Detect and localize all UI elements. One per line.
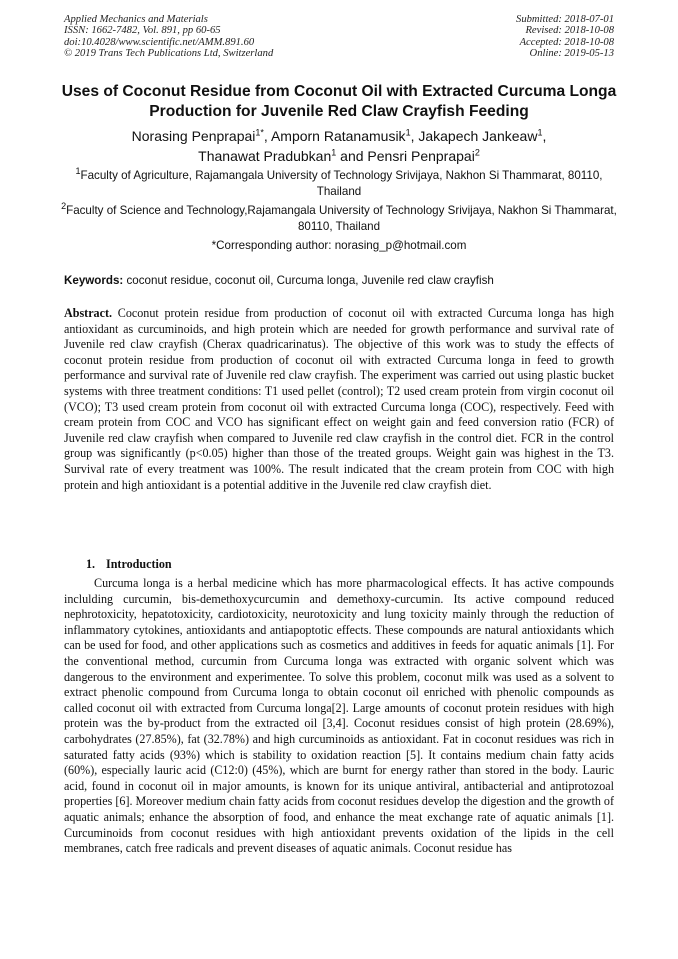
affiliation-2 (60, 203, 618, 234)
date-revised: Revised: 2018-10-08 (525, 25, 614, 37)
introduction-paragraph: Curcuma longa is a herbal medicine which has more pharmacological effects. It has active compounds inclulding curcumin, bis-demethoxycurcumin and demethoxy-curcumin. Its active compound reduced nephrotoxicity, hepatotoxicity, cardiotoxicity, neurotoxicity and lung toxicity mainly through the reduction of inflammatory cytokines, antioxidants and antiapoptotic effects. These compounds are natural antioxidants which can be used for food, and other applications such as cosmetics and additives in feeds for aquatic animals [1]. For the conventional method, curcumin from Curcuma longa was extracted with organic solvent which was dangerous to the environment and experimentee. To solve this problem, coconut milk was used as a solvent to extract phenolic compound from Curcuma longa to obtain coconut oil enriched with phenolic compounds as called coconut oil with extracted from Curcuma longa[2]. Large amounts of coconut protein residues with high protein was the by-product from the extracted oil [3,4]. Coconut residues consist of high protein (28.69%), carbohydrates (27.85%), fat (32.78%) and high curcuminoids as antioxidant. Fat in coconut residues was rich in saturated fatty acids (93%) which is stability to oxidation reaction [5]. It contains medium chain fatty acids (60%), especially lauric acid (C12:0) (45%), which are burnt for energy rather than stored in the body. Lauric acid, found in coconut oil in major amounts, is known for its unique antiviral, antibacterial and antiprotozoal properties [6]. Moreover medium chain fatty acids from coconut residues develop the digestion and the growth of aquatic animals; enhance the absorption of food, and enhance the meat exchange rate of aquatic animals [1]. Curcuminoids from coconut residues with high antioxidant prevents oxidation of the lipids in the cell membranes, catch free radicals and prevent diseases of aquatic animals. Coconut residue has (64, 576, 614, 856)
author-separator: , (410, 128, 419, 144)
section-number: 1. (86, 557, 96, 571)
keywords (64, 273, 614, 288)
author-separator: , (263, 128, 271, 144)
affiliation-text: Faculty of Agriculture, Rajamangala University of Technology Srivijaya, Nakhon Si Thammarat, 80110, Thailand (80, 169, 603, 198)
journal-doi: doi:10.4028/www.scientific.net/AMM.891.60 (64, 36, 255, 48)
section-heading-introduction (86, 557, 172, 572)
author-affiliation-mark: 1 (405, 127, 411, 138)
affiliation-mark: 1 (75, 166, 81, 177)
author-name: Pensri Penprapai (367, 148, 475, 164)
affiliation-mark: 2 (61, 201, 67, 212)
author-name: Norasing Penprapai (131, 128, 256, 144)
author-list (60, 126, 618, 166)
corresponding-author: *Corresponding author: norasing_p@hotmail.com (211, 239, 467, 252)
paper-title: Uses of Coconut Residue from Coconut Oil with Extracted Curcuma Longa Production for Juvenile Red Claw Crayfish Feeding (61, 83, 617, 120)
keywords-text: coconut residue, coconut oil, Curcuma longa, Juvenile red claw crayfish (123, 274, 494, 287)
journal-copyright: © 2019 Trans Tech Publications Ltd, Switzerland (64, 48, 274, 60)
author-affiliation-mark: 2 (474, 147, 480, 158)
author-affiliation-mark: 1* (255, 127, 264, 138)
date-online: Online: 2019-05-13 (529, 48, 614, 60)
author-affiliation-mark: 1 (331, 147, 337, 158)
journal-issn: ISSN: 1662-7482, Vol. 891, pp 60-65 (64, 25, 221, 37)
journal-info (64, 14, 273, 60)
abstract (64, 306, 614, 493)
author-separator: , (542, 128, 547, 144)
author-affiliation-mark: 1 (537, 127, 543, 138)
author-conjunction: and (336, 148, 368, 164)
author-name: Thanawat Pradubkan (198, 148, 332, 164)
author-name: Amporn Ratanamusik (270, 128, 406, 144)
keywords-label: Keywords: (64, 274, 124, 287)
journal-name: Applied Mechanics and Materials (64, 14, 208, 25)
affiliation-text: Faculty of Science and Technology,Rajamangala University of Technology Srivijaya, Nakhon Si Thammarat, 80110, Thailand (66, 204, 617, 233)
section-title: Introduction (106, 557, 172, 571)
submission-dates (516, 14, 614, 60)
abstract-label: Abstract. (64, 306, 113, 320)
date-accepted: Accepted: 2018-10-08 (519, 36, 614, 48)
date-submitted: Submitted: 2018-07-01 (516, 14, 614, 25)
author-name: Jakapech Jankeaw (418, 128, 538, 144)
abstract-text: Coconut protein residue from production of coconut oil with extracted Curcuma longa has high antioxidant as curcuminoids, and high protein which are needed for growth performance and survival rate of Juvenile red claw crayfish (Cherax quadricarinatus). The objective of this work was to study the effects of coconut protein residue from production of coconut oil with extracted Curcuma longa in feed to growth performance and survival rate of Juvenile red claw crayfish. The experiment was carried out using plastic bucket systems with three treatment conditions: T1 used pellet (control); T2 used cream protein from virgin coconut oil (VCO); T3 used cream protein from coconut oil with extracted Curcuma longa (COC), respectively. Feed with cream protein from COC and VCO has significant effect on weight gain and feed conversion ratio (FCR) of Juvenile red claw crayfish when compared to Juvenile red claw crayfish in the control diet. FCR in the control group was significantly (p<0.05) higher than those of the treated groups. Weight gain was highest in the T3. Survival rate of every treatment was 100%. The result indicated that the cream protein from COC with high protein and high antioxidant is a potential additive in the Juvenile red claw crayfish diet. (64, 306, 614, 492)
affiliation-1 (60, 168, 618, 199)
